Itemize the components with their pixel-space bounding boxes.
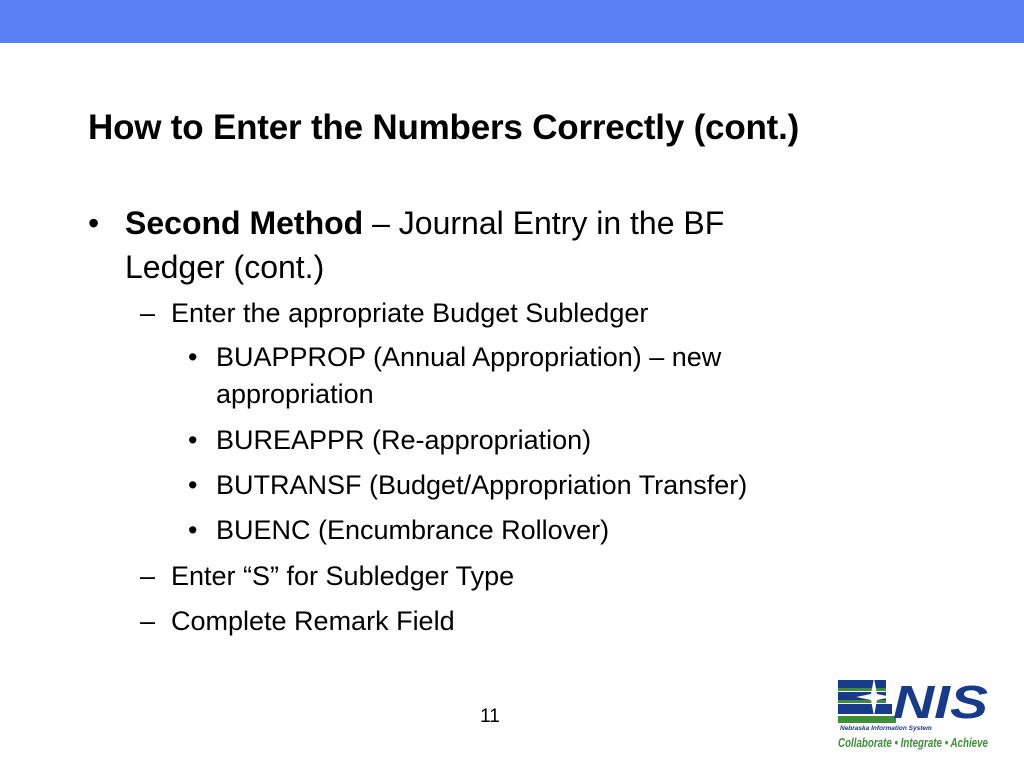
bullet-text: – Journal Entry in the BF — [363, 205, 725, 241]
nis-wordmark: NIS — [893, 676, 989, 728]
bullet-text-line2: Ledger (cont.) — [125, 249, 325, 285]
subsub-item-text: BUENC (Encumbrance Rollover) — [216, 515, 610, 545]
bullet-marker: • — [188, 425, 198, 455]
subsub-item-text: BUREAPPR (Re-appropriation) — [216, 425, 592, 455]
sub-item-text: Complete Remark Field — [171, 606, 455, 636]
nebraska-emblem-icon — [838, 678, 896, 723]
nis-subtitle: Nebraska Information System — [840, 725, 932, 732]
nis-logo-graphic — [836, 672, 990, 754]
subsub-item-text: BUTRANSF (Budget/Appropriation Transfer) — [216, 470, 748, 500]
nis-tagline: Collaborate • Integrate • Achieve — [838, 735, 988, 750]
bullet-bold-text: Second Method — [125, 205, 364, 241]
sub-item-text: Enter the appropriate Budget Subledger — [171, 298, 649, 328]
bullet-marker: • — [188, 342, 198, 372]
dash-marker: – — [140, 606, 156, 636]
subsub-item-text-line2: appropriation — [216, 379, 374, 409]
dash-marker: – — [140, 298, 156, 328]
slide-title: How to Enter the Numbers Correctly (cont.) — [88, 108, 800, 147]
bullet-marker: • — [188, 515, 198, 545]
sub-item-text: Enter “S” for Subledger Type — [171, 561, 515, 591]
bullet-marker: • — [188, 470, 198, 500]
page-number: 11 — [480, 706, 500, 727]
dash-marker: – — [140, 561, 156, 591]
subsub-item-text: BUAPPROP (Annual Appropriation) – new — [216, 342, 722, 372]
bullet-marker: • — [88, 205, 100, 241]
nis-logo — [836, 672, 990, 754]
